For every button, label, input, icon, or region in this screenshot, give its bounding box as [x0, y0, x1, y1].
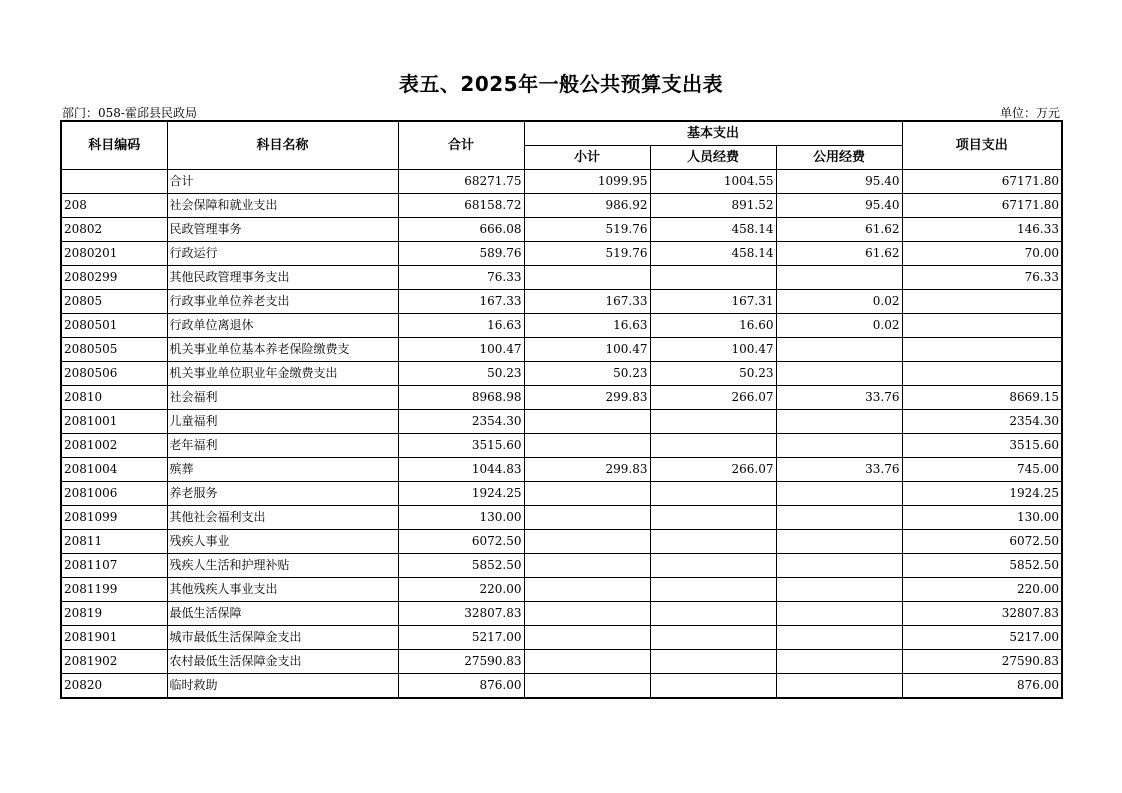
cell-code: 2080506: [61, 362, 167, 386]
cell-subtotal: [524, 602, 650, 626]
cell-subtotal: [524, 482, 650, 506]
cell-name: 合计: [167, 170, 398, 194]
cell-personnel: 167.31: [650, 290, 776, 314]
cell-personnel: 458.14: [650, 218, 776, 242]
cell-public: [776, 434, 902, 458]
cell-public: 95.40: [776, 170, 902, 194]
table-row: [61, 338, 1062, 362]
cell-project: 27590.83: [902, 650, 1062, 674]
cell-name: 其他残疾人事业支出: [167, 578, 398, 602]
cell-name: 社会保障和就业支出: [167, 194, 398, 218]
cell-project: 3515.60: [902, 434, 1062, 458]
cell-personnel: [650, 530, 776, 554]
cell-code: 20811: [61, 530, 167, 554]
cell-total: 76.33: [398, 266, 524, 290]
cell-public: [776, 266, 902, 290]
cell-name: 残疾人生活和护理补贴: [167, 554, 398, 578]
cell-code: 2080299: [61, 266, 167, 290]
header-project: 项目支出: [902, 121, 1062, 170]
cell-total: 3515.60: [398, 434, 524, 458]
cell-name: 殡葬: [167, 458, 398, 482]
cell-total: 27590.83: [398, 650, 524, 674]
cell-code: 2081902: [61, 650, 167, 674]
cell-name: 城市最低生活保障金支出: [167, 626, 398, 650]
cell-total: 32807.83: [398, 602, 524, 626]
cell-project: [902, 362, 1062, 386]
cell-code: 20819: [61, 602, 167, 626]
cell-total: 5217.00: [398, 626, 524, 650]
cell-personnel: [650, 266, 776, 290]
table-row: [61, 482, 1062, 506]
cell-code: 2081002: [61, 434, 167, 458]
cell-public: [776, 338, 902, 362]
cell-personnel: [650, 410, 776, 434]
table-row: [61, 266, 1062, 290]
cell-project: 220.00: [902, 578, 1062, 602]
cell-subtotal: 1099.95: [524, 170, 650, 194]
cell-name: 机关事业单位基本养老保险缴费支: [167, 338, 398, 362]
cell-name: 儿童福利: [167, 410, 398, 434]
cell-personnel: 891.52: [650, 194, 776, 218]
cell-name: 农村最低生活保障金支出: [167, 650, 398, 674]
cell-name: 社会福利: [167, 386, 398, 410]
cell-total: 68271.75: [398, 170, 524, 194]
cell-public: [776, 530, 902, 554]
cell-project: 876.00: [902, 674, 1062, 699]
cell-project: [902, 338, 1062, 362]
cell-name: 其他社会福利支出: [167, 506, 398, 530]
cell-total: 666.08: [398, 218, 524, 242]
cell-personnel: [650, 506, 776, 530]
cell-subtotal: [524, 554, 650, 578]
cell-personnel: 266.07: [650, 458, 776, 482]
cell-code: 2081006: [61, 482, 167, 506]
cell-personnel: [650, 554, 776, 578]
table-row: [61, 506, 1062, 530]
cell-public: 33.76: [776, 458, 902, 482]
cell-code: 20802: [61, 218, 167, 242]
cell-code: [61, 170, 167, 194]
cell-code: 2081901: [61, 626, 167, 650]
cell-personnel: 50.23: [650, 362, 776, 386]
cell-project: 70.00: [902, 242, 1062, 266]
cell-public: [776, 482, 902, 506]
cell-subtotal: [524, 626, 650, 650]
cell-total: 876.00: [398, 674, 524, 699]
cell-name: 临时救助: [167, 674, 398, 699]
cell-personnel: 16.60: [650, 314, 776, 338]
cell-subtotal: 519.76: [524, 218, 650, 242]
cell-code: 2080501: [61, 314, 167, 338]
table-row: [61, 194, 1062, 218]
cell-project: 1924.25: [902, 482, 1062, 506]
table-row: [61, 626, 1062, 650]
cell-personnel: [650, 626, 776, 650]
cell-subtotal: 519.76: [524, 242, 650, 266]
cell-name: 残疾人事业: [167, 530, 398, 554]
cell-subtotal: 299.83: [524, 386, 650, 410]
cell-total: 100.47: [398, 338, 524, 362]
cell-total: 589.76: [398, 242, 524, 266]
cell-name: 行政运行: [167, 242, 398, 266]
table-row: [61, 650, 1062, 674]
cell-public: 61.62: [776, 218, 902, 242]
cell-project: 8669.15: [902, 386, 1062, 410]
cell-personnel: [650, 578, 776, 602]
cell-subtotal: 100.47: [524, 338, 650, 362]
header-public: 公用经费: [776, 146, 902, 170]
table-row: [61, 434, 1062, 458]
cell-personnel: [650, 650, 776, 674]
cell-personnel: [650, 434, 776, 458]
cell-project: [902, 314, 1062, 338]
table-row: [61, 602, 1062, 626]
cell-public: 95.40: [776, 194, 902, 218]
cell-name: 老年福利: [167, 434, 398, 458]
cell-project: [902, 290, 1062, 314]
cell-total: 220.00: [398, 578, 524, 602]
cell-personnel: 458.14: [650, 242, 776, 266]
header-subtotal: 小计: [524, 146, 650, 170]
cell-total: 130.00: [398, 506, 524, 530]
table-header: [61, 121, 1062, 170]
table-row: [61, 242, 1062, 266]
cell-personnel: [650, 602, 776, 626]
cell-subtotal: [524, 410, 650, 434]
cell-project: 76.33: [902, 266, 1062, 290]
cell-name: 机关事业单位职业年金缴费支出: [167, 362, 398, 386]
cell-subtotal: 986.92: [524, 194, 650, 218]
cell-subtotal: [524, 266, 650, 290]
cell-code: 2080201: [61, 242, 167, 266]
cell-public: [776, 674, 902, 699]
cell-project: 745.00: [902, 458, 1062, 482]
cell-public: [776, 506, 902, 530]
table-row: [61, 410, 1062, 434]
department-label: 部门：058-霍邱县民政局: [62, 106, 197, 120]
header-code: 科目编码: [61, 121, 167, 170]
cell-subtotal: [524, 650, 650, 674]
cell-public: [776, 410, 902, 434]
header-total: 合计: [398, 121, 524, 170]
cell-code: 2081001: [61, 410, 167, 434]
cell-name: 其他民政管理事务支出: [167, 266, 398, 290]
cell-personnel: 100.47: [650, 338, 776, 362]
table-row: [61, 674, 1062, 699]
cell-subtotal: [524, 506, 650, 530]
header-name: 科目名称: [167, 121, 398, 170]
unit-label: 单位：万元: [999, 106, 1060, 120]
cell-code: 2081107: [61, 554, 167, 578]
cell-name: 民政管理事务: [167, 218, 398, 242]
cell-subtotal: [524, 674, 650, 699]
cell-subtotal: 299.83: [524, 458, 650, 482]
cell-code: 20820: [61, 674, 167, 699]
cell-code: 2081099: [61, 506, 167, 530]
cell-total: 16.63: [398, 314, 524, 338]
cell-public: [776, 626, 902, 650]
table-row: [61, 554, 1062, 578]
cell-project: 5217.00: [902, 626, 1062, 650]
table-row: [61, 362, 1062, 386]
cell-code: 2081004: [61, 458, 167, 482]
table-row: [61, 290, 1062, 314]
cell-subtotal: [524, 434, 650, 458]
cell-project: 32807.83: [902, 602, 1062, 626]
cell-public: [776, 650, 902, 674]
cell-public: 0.02: [776, 314, 902, 338]
table-row: [61, 530, 1062, 554]
cell-code: 20810: [61, 386, 167, 410]
table-row: [61, 386, 1062, 410]
cell-name: 养老服务: [167, 482, 398, 506]
page-title: 表五、2025年一般公共预算支出表: [398, 72, 724, 96]
table-body: [61, 170, 1062, 699]
cell-public: [776, 578, 902, 602]
cell-personnel: [650, 482, 776, 506]
cell-project: 130.00: [902, 506, 1062, 530]
cell-total: 50.23: [398, 362, 524, 386]
cell-project: 67171.80: [902, 194, 1062, 218]
cell-subtotal: 50.23: [524, 362, 650, 386]
cell-total: 167.33: [398, 290, 524, 314]
cell-total: 6072.50: [398, 530, 524, 554]
cell-subtotal: [524, 578, 650, 602]
cell-total: 68158.72: [398, 194, 524, 218]
cell-project: 67171.80: [902, 170, 1062, 194]
cell-subtotal: [524, 530, 650, 554]
cell-name: 最低生活保障: [167, 602, 398, 626]
cell-code: 20805: [61, 290, 167, 314]
cell-personnel: 1004.55: [650, 170, 776, 194]
table-row: [61, 218, 1062, 242]
cell-subtotal: 167.33: [524, 290, 650, 314]
cell-public: 33.76: [776, 386, 902, 410]
cell-public: [776, 602, 902, 626]
table-row: [61, 458, 1062, 482]
header-basic: 基本支出: [524, 121, 902, 146]
cell-personnel: 266.07: [650, 386, 776, 410]
cell-name: 行政事业单位养老支出: [167, 290, 398, 314]
cell-project: 146.33: [902, 218, 1062, 242]
cell-project: 2354.30: [902, 410, 1062, 434]
header-personnel: 人员经费: [650, 146, 776, 170]
cell-personnel: [650, 674, 776, 699]
cell-project: 6072.50: [902, 530, 1062, 554]
cell-code: 2081199: [61, 578, 167, 602]
cell-name: 行政单位离退休: [167, 314, 398, 338]
table-row: [61, 578, 1062, 602]
cell-public: 0.02: [776, 290, 902, 314]
table-row: [61, 170, 1062, 194]
cell-total: 5852.50: [398, 554, 524, 578]
table-row: [61, 314, 1062, 338]
cell-project: 5852.50: [902, 554, 1062, 578]
cell-subtotal: 16.63: [524, 314, 650, 338]
cell-public: [776, 554, 902, 578]
cell-code: 208: [61, 194, 167, 218]
cell-total: 2354.30: [398, 410, 524, 434]
cell-public: 61.62: [776, 242, 902, 266]
budget-table: [60, 120, 1063, 699]
cell-code: 2080505: [61, 338, 167, 362]
cell-total: 1044.83: [398, 458, 524, 482]
cell-public: [776, 362, 902, 386]
cell-total: 8968.98: [398, 386, 524, 410]
cell-total: 1924.25: [398, 482, 524, 506]
